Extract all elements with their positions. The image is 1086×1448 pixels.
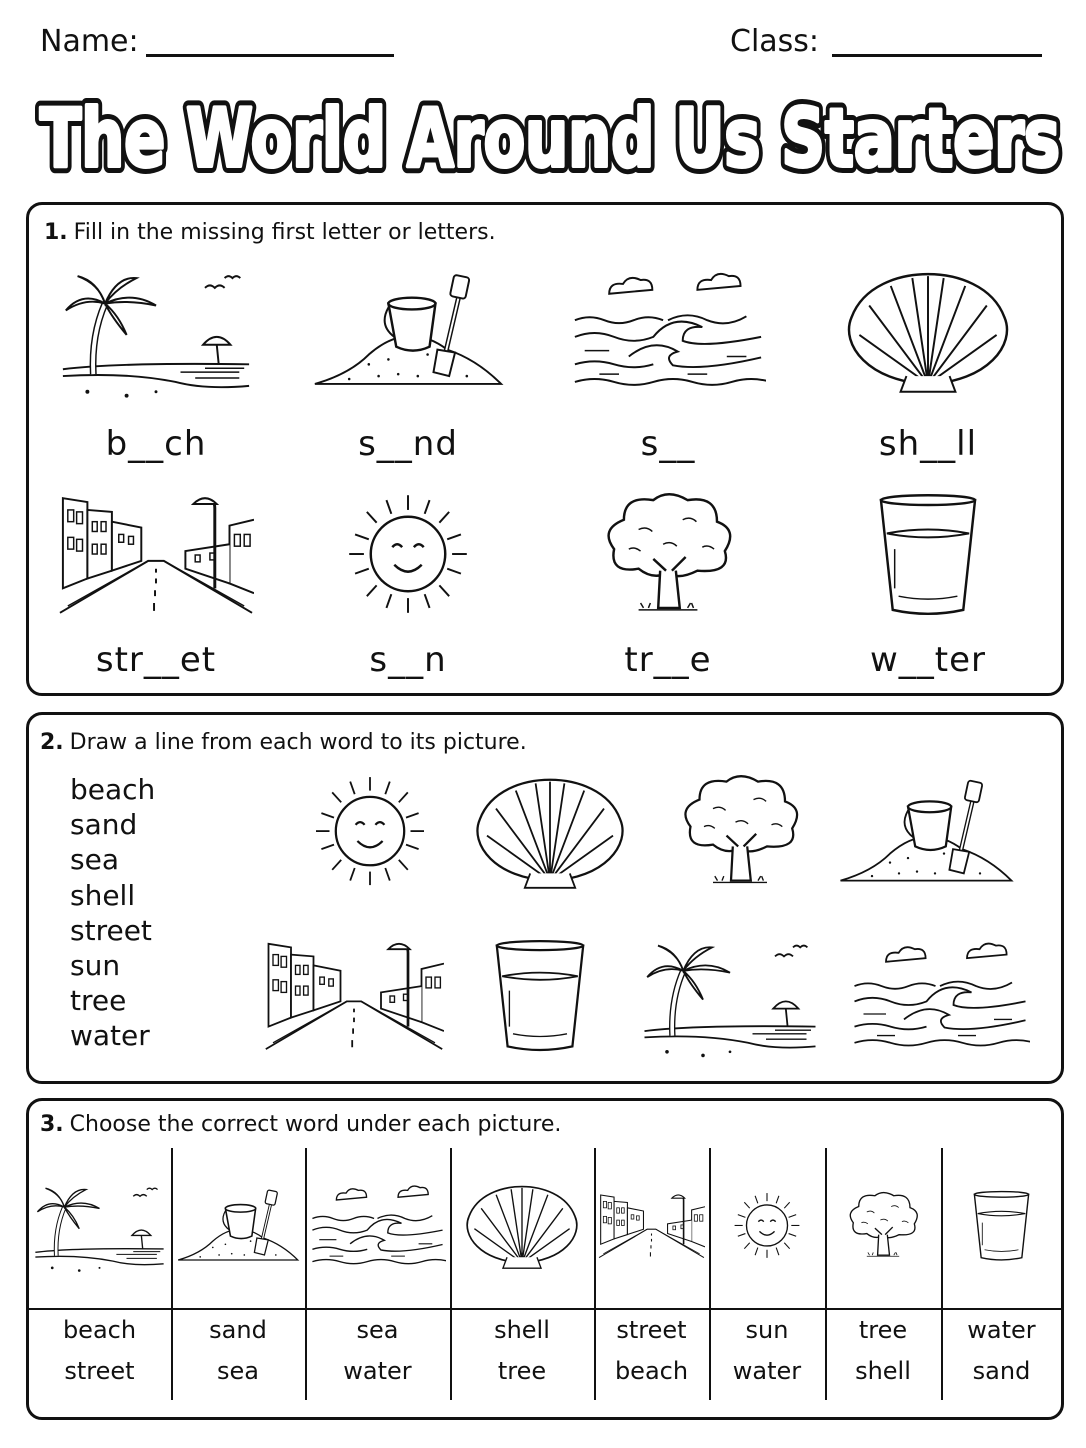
beach-icon (58, 256, 254, 406)
word-option[interactable]: water (967, 1316, 1036, 1344)
word-option[interactable]: shell (855, 1357, 911, 1385)
word-option[interactable]: sand (209, 1316, 267, 1344)
word-list (70, 772, 155, 1054)
street-icon (598, 1156, 705, 1296)
section-2-instruction: 2. Draw a line from each word to its picture. (40, 730, 527, 755)
word-option[interactable]: tree (858, 1316, 908, 1344)
word-tree[interactable]: tree (70, 984, 127, 1018)
fill-in-word[interactable]: str__et (95, 640, 217, 680)
sun-icon (310, 480, 506, 630)
sea-icon (309, 1156, 446, 1296)
water-icon[interactable] (450, 930, 630, 1062)
section-1-instruction: 1. Fill in the missing first letter or letters. (44, 220, 496, 245)
name-label: Name: (40, 24, 139, 59)
tree-icon (570, 480, 766, 630)
word-water[interactable]: water (70, 1019, 150, 1053)
shell-icon[interactable] (460, 770, 640, 894)
section-3-instruction: 3. Choose the correct word under each picture. (40, 1112, 562, 1137)
tree-icon (829, 1156, 937, 1296)
fill-in-word[interactable]: s__ (640, 424, 696, 464)
word-option[interactable]: sea (356, 1316, 399, 1344)
water-icon (945, 1156, 1058, 1296)
sea-icon (570, 256, 766, 406)
word-option[interactable]: shell (494, 1316, 550, 1344)
sand-icon (310, 256, 506, 406)
shell-icon (454, 1156, 590, 1296)
class-field[interactable] (832, 54, 1042, 57)
sun-icon (713, 1156, 821, 1296)
fill-in-word[interactable]: s__nd (358, 424, 458, 464)
word-option[interactable]: street (616, 1316, 687, 1344)
word-option[interactable]: tree (497, 1357, 547, 1385)
fill-in-word[interactable]: w__ter (869, 640, 987, 680)
worksheet-title (0, 78, 1086, 190)
sun-icon[interactable] (280, 770, 460, 894)
word-sea[interactable]: sea (70, 843, 119, 877)
sand-icon[interactable] (836, 770, 1016, 894)
word-option[interactable]: beach (62, 1316, 137, 1344)
word-sand[interactable]: sand (70, 808, 138, 842)
shell-icon (830, 256, 1026, 406)
class-label: Class: (730, 24, 820, 59)
word-option[interactable]: beach (614, 1357, 689, 1385)
svg-text:The World Around Us Starters: The World Around Us Starters (40, 92, 1060, 185)
grid-divider (28, 1308, 1062, 1310)
fill-in-word[interactable]: sh__ll (878, 424, 978, 464)
name-field[interactable] (146, 54, 394, 57)
beach-icon[interactable] (640, 930, 820, 1062)
water-icon (830, 480, 1026, 630)
street-icon (58, 480, 254, 630)
word-shell[interactable]: shell (70, 878, 136, 912)
fill-in-word[interactable]: b__ch (105, 424, 207, 464)
beach-icon (32, 1156, 167, 1296)
svg-text:The World Around Us Starters: The World Around Us Starters (40, 92, 1060, 185)
word-street[interactable]: street (70, 913, 152, 947)
word-option[interactable]: water (343, 1357, 412, 1385)
sand-icon (175, 1156, 301, 1296)
word-sun[interactable]: sun (70, 949, 121, 983)
word-option[interactable]: water (732, 1357, 802, 1385)
word-option[interactable]: street (64, 1357, 135, 1385)
sea-icon[interactable] (850, 930, 1030, 1062)
word-option[interactable]: sea (217, 1357, 259, 1385)
word-option[interactable]: sun (745, 1316, 789, 1344)
tree-icon[interactable] (650, 770, 830, 894)
word-option[interactable]: sand (972, 1357, 1031, 1385)
fill-in-word[interactable]: s__n (369, 640, 447, 680)
choice-grid (28, 1148, 1062, 1400)
fill-in-word[interactable]: tr__e (624, 640, 712, 680)
word-beach[interactable]: beach (70, 773, 156, 806)
street-icon[interactable] (264, 930, 444, 1062)
